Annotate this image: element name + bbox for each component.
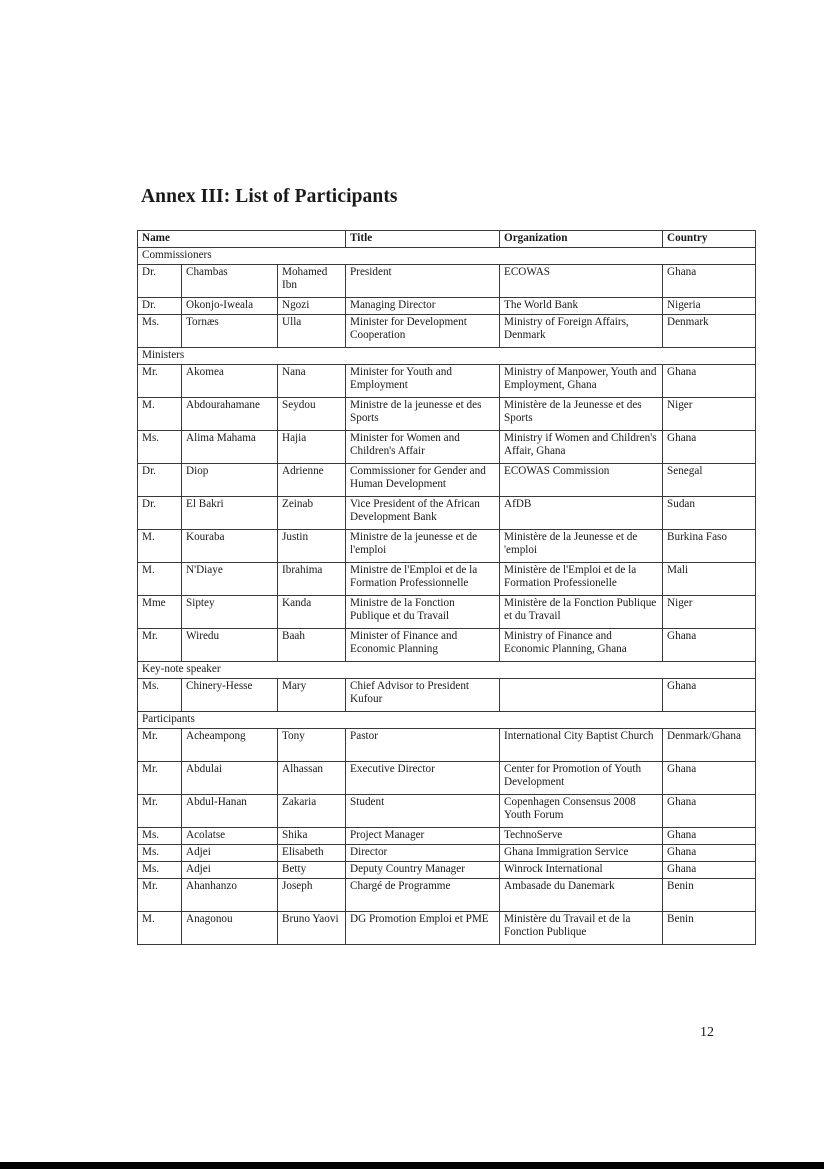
salutation-cell: Ms. <box>138 315 182 348</box>
first-name-cell: Betty <box>278 862 346 879</box>
organization-cell: Ambasade du Danemark <box>500 879 663 912</box>
last-name-cell: Acheampong <box>182 729 278 762</box>
organization-cell: Ministère de l'Emploi et de la Formation Professionelle <box>500 563 663 596</box>
title-cell: Minister for Youth and Employment <box>346 365 500 398</box>
country-cell: Mali <box>663 563 756 596</box>
table-header-row <box>138 231 756 248</box>
organization-cell: Ministère du Travail et de la Fonction Publique <box>500 912 663 945</box>
section-title: Key-note speaker <box>138 662 756 679</box>
first-name-cell: Justin <box>278 530 346 563</box>
first-name-cell: Elisabeth <box>278 845 346 862</box>
country-cell: Ghana <box>663 431 756 464</box>
organization-cell: Ministère de la Jeunesse et des Sports <box>500 398 663 431</box>
salutation-cell: Dr. <box>138 298 182 315</box>
first-name-cell: Nana <box>278 365 346 398</box>
salutation-cell: M. <box>138 398 182 431</box>
title-cell: Minister for Women and Children's Affair <box>346 431 500 464</box>
last-name-cell: Diop <box>182 464 278 497</box>
title-cell: Managing Director <box>346 298 500 315</box>
table-row <box>138 464 756 497</box>
salutation-cell: M. <box>138 912 182 945</box>
table-row <box>138 629 756 662</box>
section-title: Participants <box>138 712 756 729</box>
last-name-cell: Wiredu <box>182 629 278 662</box>
first-name-cell: Seydou <box>278 398 346 431</box>
country-cell: Ghana <box>663 679 756 712</box>
column-header-name: Name <box>138 231 346 248</box>
title-cell: Ministre de la jeunesse et des Sports <box>346 398 500 431</box>
title-cell: Student <box>346 795 500 828</box>
scan-bottom-edge <box>0 1162 824 1169</box>
table-row <box>138 795 756 828</box>
last-name-cell: Adjei <box>182 862 278 879</box>
last-name-cell: Acolatse <box>182 828 278 845</box>
table-row <box>138 879 756 912</box>
country-cell: Ghana <box>663 629 756 662</box>
last-name-cell: Anagonou <box>182 912 278 945</box>
organization-cell: Ministry of Finance and Economic Planning, Ghana <box>500 629 663 662</box>
salutation-cell: Mr. <box>138 365 182 398</box>
table-row <box>138 530 756 563</box>
title-cell: Chargé de Programme <box>346 879 500 912</box>
organization-cell: TechnoServe <box>500 828 663 845</box>
salutation-cell: Dr. <box>138 464 182 497</box>
last-name-cell: Chambas <box>182 265 278 298</box>
organization-cell: Ministry of Foreign Affairs, Denmark <box>500 315 663 348</box>
last-name-cell: Alima Mahama <box>182 431 278 464</box>
title-cell: Ministre de la jeunesse et de l'emploi <box>346 530 500 563</box>
last-name-cell: Ahanhanzo <box>182 879 278 912</box>
organization-cell: Center for Promotion of Youth Development <box>500 762 663 795</box>
organization-cell: Copenhagen Consensus 2008 Youth Forum <box>500 795 663 828</box>
last-name-cell: Kouraba <box>182 530 278 563</box>
title-cell: Minister for Development Cooperation <box>346 315 500 348</box>
salutation-cell: Mr. <box>138 629 182 662</box>
country-cell: Ghana <box>663 862 756 879</box>
table-row <box>138 365 756 398</box>
title-cell: Executive Director <box>346 762 500 795</box>
table-row <box>138 315 756 348</box>
last-name-cell: N'Diaye <box>182 563 278 596</box>
column-header-title: Title <box>346 231 500 248</box>
table-row <box>138 729 756 762</box>
organization-cell: ECOWAS <box>500 265 663 298</box>
organization-cell: ECOWAS Commission <box>500 464 663 497</box>
section-header-row <box>138 248 756 265</box>
salutation-cell: Ms. <box>138 679 182 712</box>
country-cell: Senegal <box>663 464 756 497</box>
first-name-cell: Tony <box>278 729 346 762</box>
first-name-cell: Alhassan <box>278 762 346 795</box>
table-row <box>138 398 756 431</box>
last-name-cell: Tornæs <box>182 315 278 348</box>
table-row <box>138 265 756 298</box>
country-cell: Ghana <box>663 762 756 795</box>
title-cell: Chief Advisor to President Kufour <box>346 679 500 712</box>
title-cell: DG Promotion Emploi et PME <box>346 912 500 945</box>
last-name-cell: Abdul-Hanan <box>182 795 278 828</box>
last-name-cell: Akomea <box>182 365 278 398</box>
country-cell: Niger <box>663 398 756 431</box>
country-cell: Ghana <box>663 828 756 845</box>
first-name-cell: Kanda <box>278 596 346 629</box>
salutation-cell: Ms. <box>138 431 182 464</box>
last-name-cell: Siptey <box>182 596 278 629</box>
last-name-cell: Abdulai <box>182 762 278 795</box>
last-name-cell: El Bakri <box>182 497 278 530</box>
last-name-cell: Okonjo-Iweala <box>182 298 278 315</box>
first-name-cell: Zakaria <box>278 795 346 828</box>
table-row <box>138 431 756 464</box>
first-name-cell: Ibrahima <box>278 563 346 596</box>
country-cell: Benin <box>663 879 756 912</box>
table-row <box>138 563 756 596</box>
title-cell: Pastor <box>346 729 500 762</box>
country-cell: Ghana <box>663 365 756 398</box>
title-cell: President <box>346 265 500 298</box>
table-row <box>138 596 756 629</box>
country-cell: Ghana <box>663 265 756 298</box>
salutation-cell: M. <box>138 530 182 563</box>
page-number: 12 <box>700 1025 714 1040</box>
page-title: Annex III: List of Participants <box>141 186 398 207</box>
salutation-cell: Mr. <box>138 729 182 762</box>
table-body <box>138 248 756 945</box>
country-cell: Burkina Faso <box>663 530 756 563</box>
column-header-organization: Organization <box>500 231 663 248</box>
title-cell: Ministre de l'Emploi et de la Formation Professionnelle <box>346 563 500 596</box>
last-name-cell: Abdourahamane <box>182 398 278 431</box>
title-cell: Vice President of the African Development Bank <box>346 497 500 530</box>
first-name-cell: Ulla <box>278 315 346 348</box>
salutation-cell: Ms. <box>138 845 182 862</box>
section-title: Commissioners <box>138 248 756 265</box>
table-row <box>138 762 756 795</box>
first-name-cell: Baah <box>278 629 346 662</box>
salutation-cell: Mr. <box>138 795 182 828</box>
salutation-cell: M. <box>138 563 182 596</box>
first-name-cell: Hajia <box>278 431 346 464</box>
salutation-cell: Mr. <box>138 762 182 795</box>
title-cell: Ministre de la Fonction Publique et du Travail <box>346 596 500 629</box>
country-cell: Niger <box>663 596 756 629</box>
section-header-row <box>138 712 756 729</box>
table-row <box>138 912 756 945</box>
section-header-row <box>138 662 756 679</box>
organization-cell: International City Baptist Church <box>500 729 663 762</box>
first-name-cell: Adrienne <box>278 464 346 497</box>
table-row <box>138 679 756 712</box>
country-cell: Benin <box>663 912 756 945</box>
salutation-cell: Dr. <box>138 265 182 298</box>
table-row <box>138 497 756 530</box>
table-row <box>138 828 756 845</box>
first-name-cell: Mohamed Ibn <box>278 265 346 298</box>
organization-cell: Winrock International <box>500 862 663 879</box>
organization-cell: Ministry of Manpower, Youth and Employment, Ghana <box>500 365 663 398</box>
country-cell: Denmark/Ghana <box>663 729 756 762</box>
country-cell: Nigeria <box>663 298 756 315</box>
salutation-cell: Ms. <box>138 862 182 879</box>
organization-cell: Ministry if Women and Children's Affair, Ghana <box>500 431 663 464</box>
last-name-cell: Chinery-Hesse <box>182 679 278 712</box>
title-cell: Commissioner for Gender and Human Development <box>346 464 500 497</box>
section-header-row <box>138 348 756 365</box>
table-row <box>138 298 756 315</box>
country-cell: Ghana <box>663 795 756 828</box>
organization-cell: Ministère de la Jeunesse et de 'emploi <box>500 530 663 563</box>
first-name-cell: Mary <box>278 679 346 712</box>
country-cell: Ghana <box>663 845 756 862</box>
section-title: Ministers <box>138 348 756 365</box>
title-cell: Minister of Finance and Economic Planning <box>346 629 500 662</box>
title-cell: Deputy Country Manager <box>346 862 500 879</box>
first-name-cell: Ngozi <box>278 298 346 315</box>
organization-cell: Ghana Immigration Service <box>500 845 663 862</box>
first-name-cell: Zeinab <box>278 497 346 530</box>
last-name-cell: Adjei <box>182 845 278 862</box>
organization-cell <box>500 679 663 712</box>
first-name-cell: Shika <box>278 828 346 845</box>
first-name-cell: Joseph <box>278 879 346 912</box>
salutation-cell: Ms. <box>138 828 182 845</box>
first-name-cell: Bruno Yaovi <box>278 912 346 945</box>
participants-table <box>137 230 756 945</box>
table-row <box>138 862 756 879</box>
salutation-cell: Mr. <box>138 879 182 912</box>
title-cell: Director <box>346 845 500 862</box>
table-row <box>138 845 756 862</box>
country-cell: Denmark <box>663 315 756 348</box>
salutation-cell: Mme <box>138 596 182 629</box>
organization-cell: AfDB <box>500 497 663 530</box>
organization-cell: Ministère de la Fonction Publique et du Travail <box>500 596 663 629</box>
salutation-cell: Dr. <box>138 497 182 530</box>
country-cell: Sudan <box>663 497 756 530</box>
column-header-country: Country <box>663 231 756 248</box>
organization-cell: The World Bank <box>500 298 663 315</box>
title-cell: Project Manager <box>346 828 500 845</box>
